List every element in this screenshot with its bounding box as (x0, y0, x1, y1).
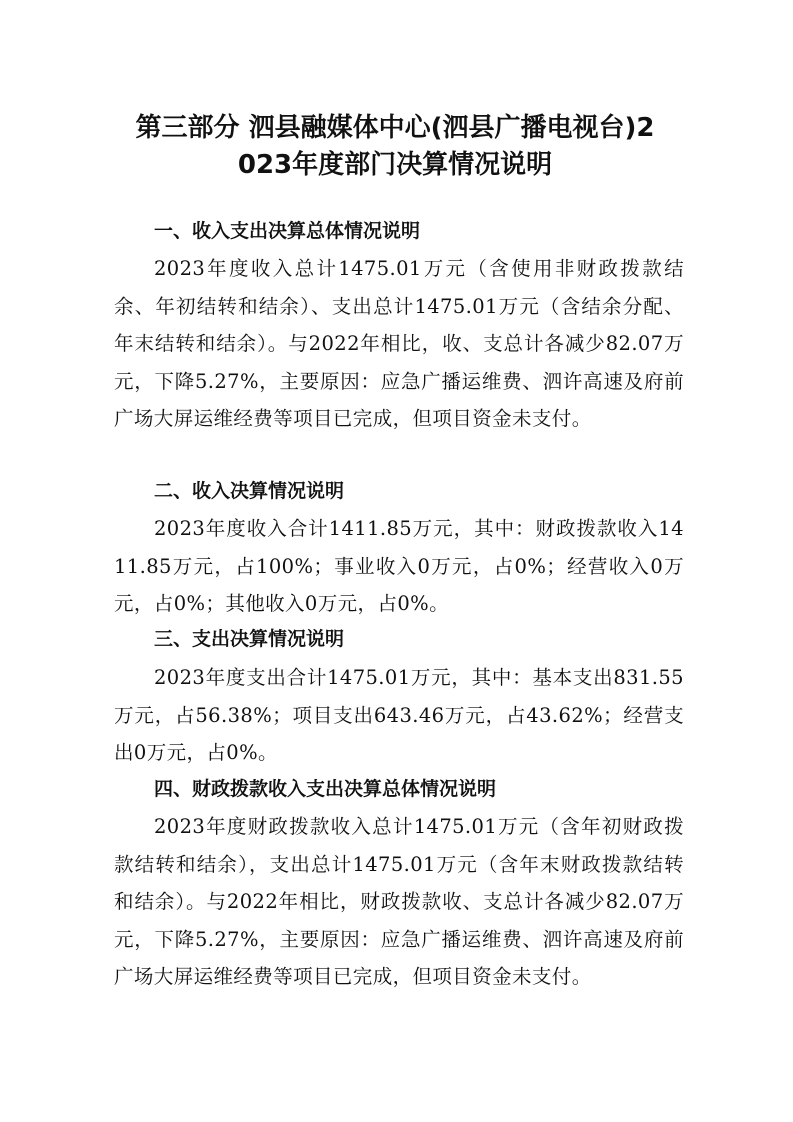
section-body-income-expenditure-overview: 2023年度收入总计1475.01万元（含使用非财政拨款结余、年初结转和结余）、支出总计1475.01万元（含结余分配、年末结转和结余）。与2022年相比，收、支总计各减少82.07万元，下降5.27%，主要原因：应急广播运维费、泗许高速及府前广场大屏运维经费等项目已完成，但项目资金未支付。 (114, 257, 684, 430)
section-heading-income: 二、收入决算情况说明 (154, 480, 345, 502)
document-title-line-1: 第三部分 泗县融媒体中心(泗县广播电视台)2 (135, 113, 655, 143)
section-body-expenditure: 2023年度支出合计1475.01万元，其中：基本支出831.55万元，占56.38%；项目支出643.46万元，占43.62%；经营支出0万元，占0%。 (114, 666, 684, 764)
section-heading-expenditure: 三、支出决算情况说明 (154, 628, 345, 650)
section-body-income: 2023年度收入合计1411.85万元，其中：财政拨款收入1411.85万元，占100%；事业收入0万元，占0%；经营收入0万元，占0%；其他收入0万元，占0%。 (114, 517, 684, 615)
document-title-line-2: 023年度部门决算情况说明 (237, 150, 553, 180)
section-body-fiscal-appropriation: 2023年度财政拨款收入总计1475.01万元（含年初财政拨款结转和结余），支出总计1475.01万元（含年末财政拨款结转和结余）。与2022年相比，财政拨款收、支总计各减少82.07万元，下降5.27%，主要原因：应急广播运维费、泗许高速及府前广场大屏运维经费等项目已完成，但项目资金未支付。 (114, 815, 684, 988)
section-heading-fiscal-appropriation: 四、财政拨款收入支出决算总体情况说明 (154, 778, 497, 800)
section-heading-income-expenditure-overview: 一、收入支出决算总体情况说明 (154, 220, 421, 242)
